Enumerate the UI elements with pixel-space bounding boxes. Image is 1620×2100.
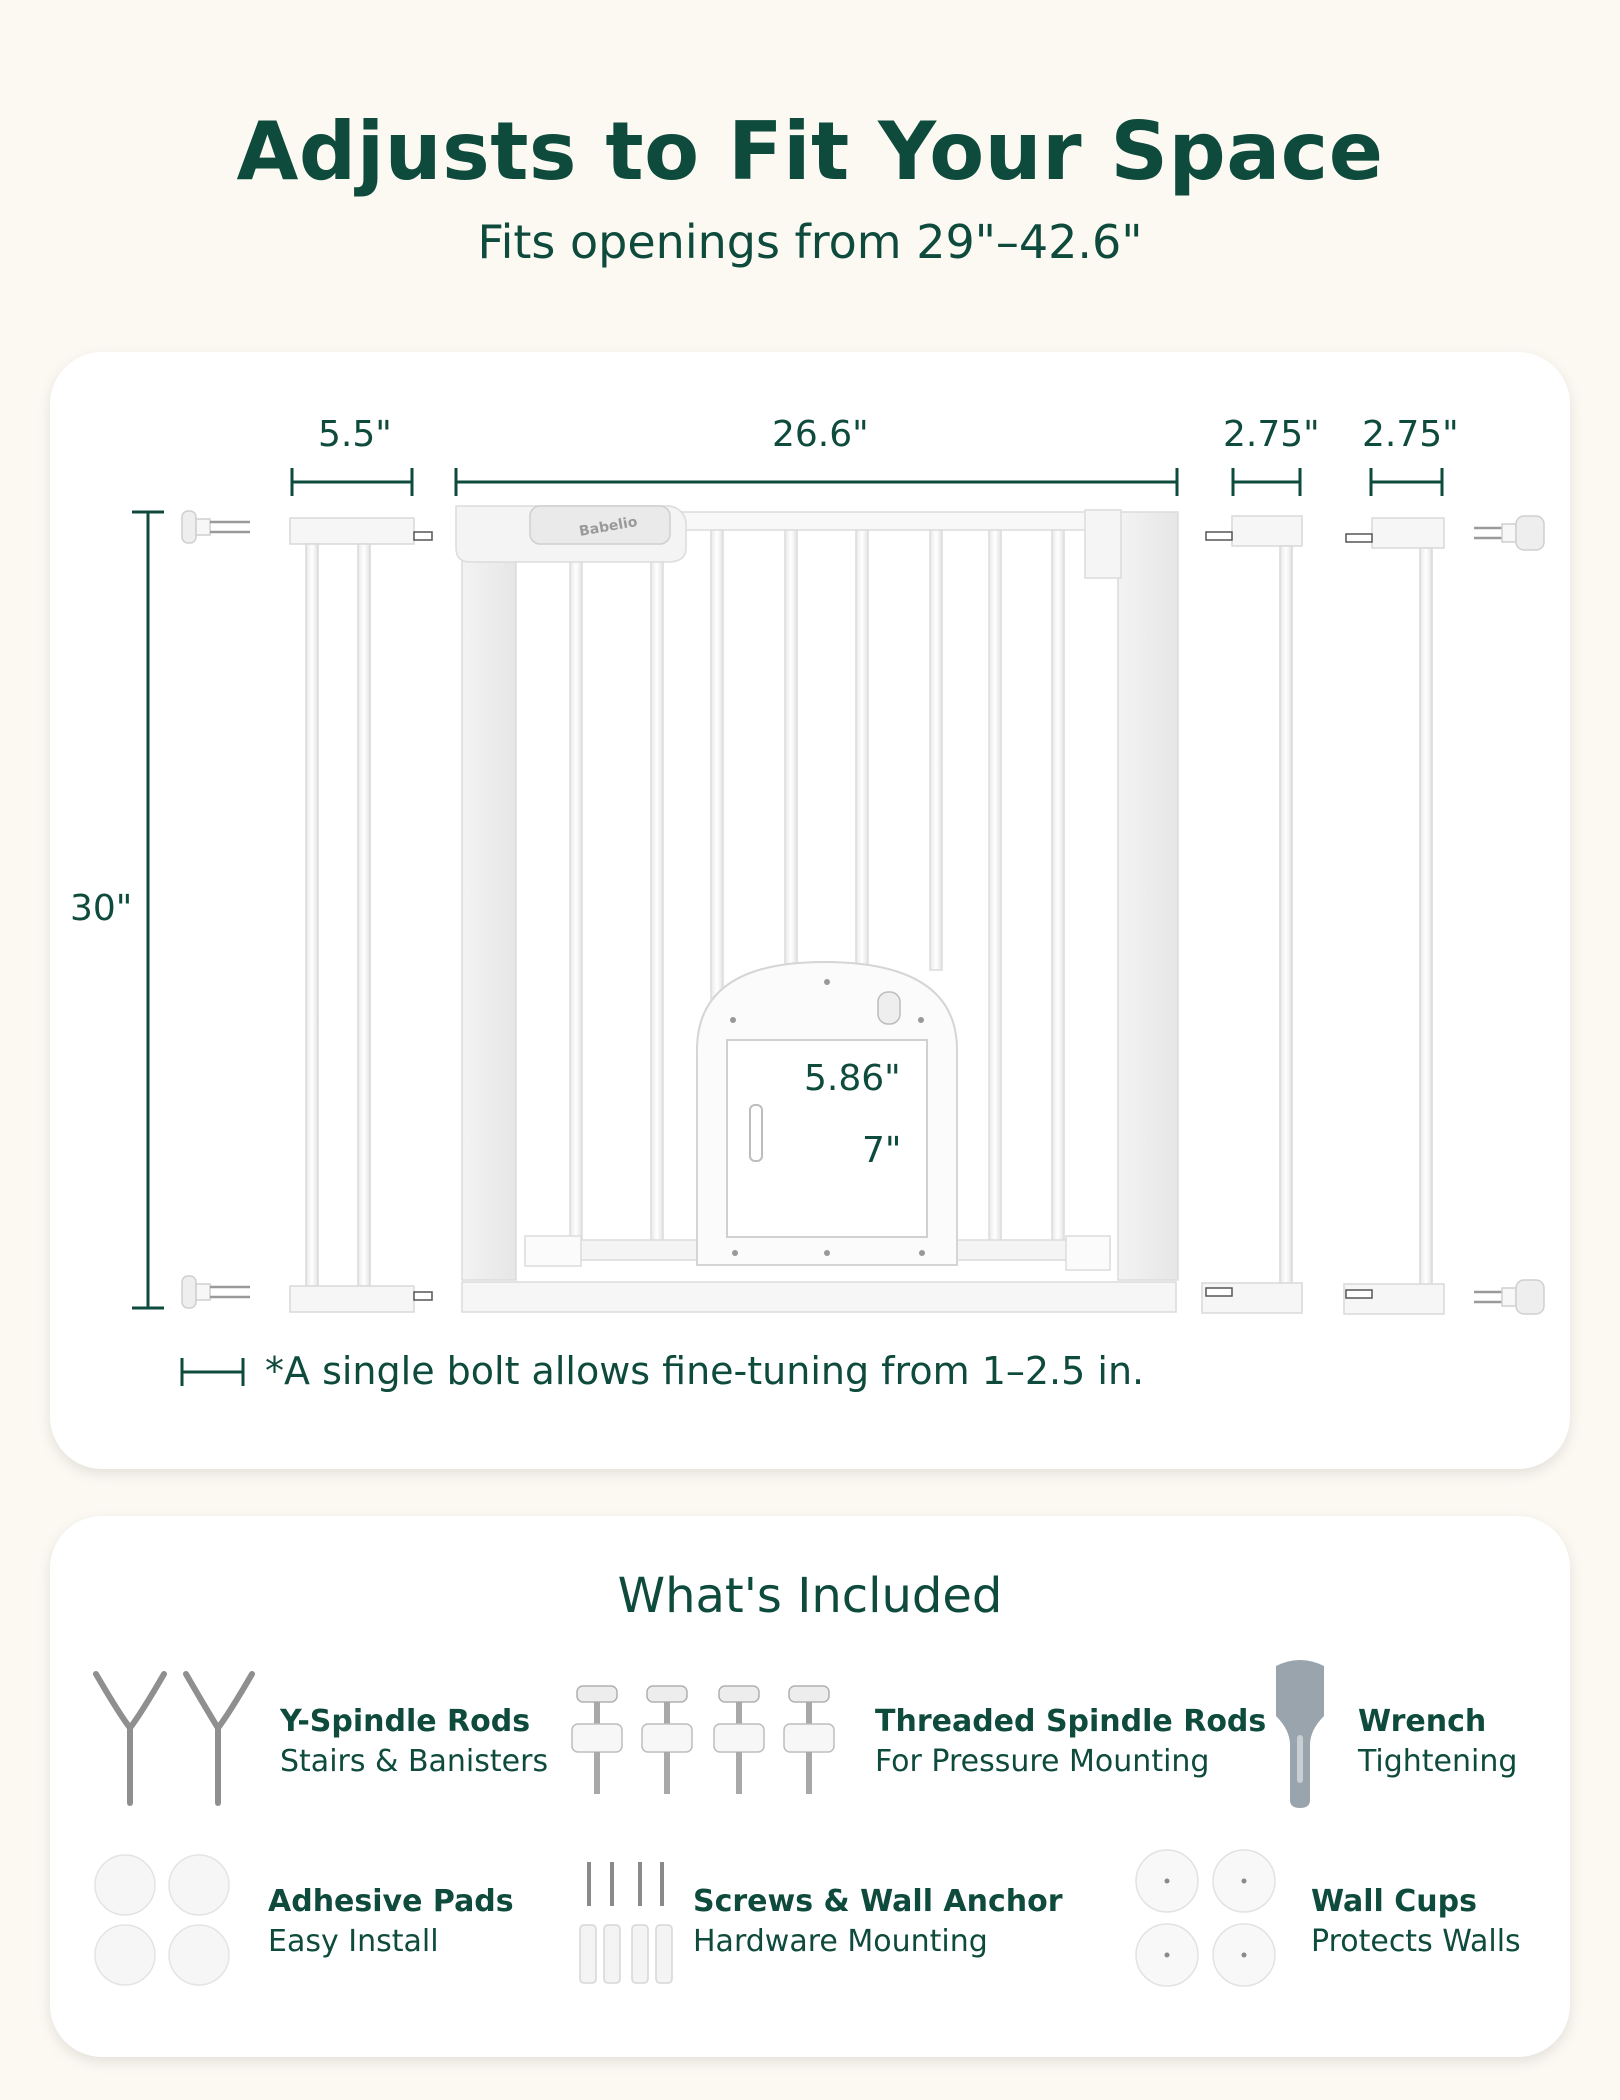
item-name-wall-cups: Wall Cups	[1311, 1884, 1477, 1919]
main-gate	[456, 506, 1178, 1312]
page-title: Adjusts to Fit Your Space	[236, 105, 1384, 198]
left-spindles	[182, 511, 250, 1308]
item-name-y-spindle: Y-Spindle Rods	[280, 1704, 531, 1739]
included-title: What's Included	[617, 1568, 1003, 1624]
item-desc-threaded-spindle: For Pressure Mounting	[875, 1744, 1210, 1779]
brand-logo-text: Babelio	[577, 513, 639, 540]
dim-door-height: 7"	[862, 1130, 902, 1171]
page-subtitle: Fits openings from 29"–42.6"	[477, 215, 1143, 269]
item-desc-wrench: Tightening	[1358, 1744, 1518, 1779]
fine-tuning-note: *A single bolt allows fine-tuning from 1–2.5 in.	[265, 1349, 1145, 1393]
right-spindles	[1474, 516, 1544, 1314]
dim-extension-right-2: 2.75"	[1362, 414, 1459, 455]
dim-extension-right-1: 2.75"	[1223, 414, 1320, 455]
extension-2-75-a	[1202, 516, 1302, 1313]
dim-gate-width: 26.6"	[772, 414, 869, 455]
extension-2-75-b	[1344, 518, 1444, 1314]
item-name-threaded-spindle: Threaded Spindle Rods	[875, 1704, 1267, 1739]
extension-5-5	[290, 518, 432, 1312]
dim-height: 30"	[70, 888, 133, 929]
dim-extension-left: 5.5"	[318, 414, 392, 455]
item-desc-screws-anchor: Hardware Mounting	[693, 1924, 988, 1959]
item-name-screws-anchor: Screws & Wall Anchor	[693, 1884, 1063, 1919]
item-name-adhesive-pads: Adhesive Pads	[268, 1884, 514, 1919]
item-desc-wall-cups: Protects Walls	[1311, 1924, 1521, 1959]
item-name-wrench: Wrench	[1358, 1704, 1487, 1739]
dim-door-width: 5.86"	[804, 1058, 901, 1099]
item-desc-adhesive-pads: Easy Install	[268, 1924, 439, 1959]
item-desc-y-spindle: Stairs & Banisters	[280, 1744, 549, 1779]
